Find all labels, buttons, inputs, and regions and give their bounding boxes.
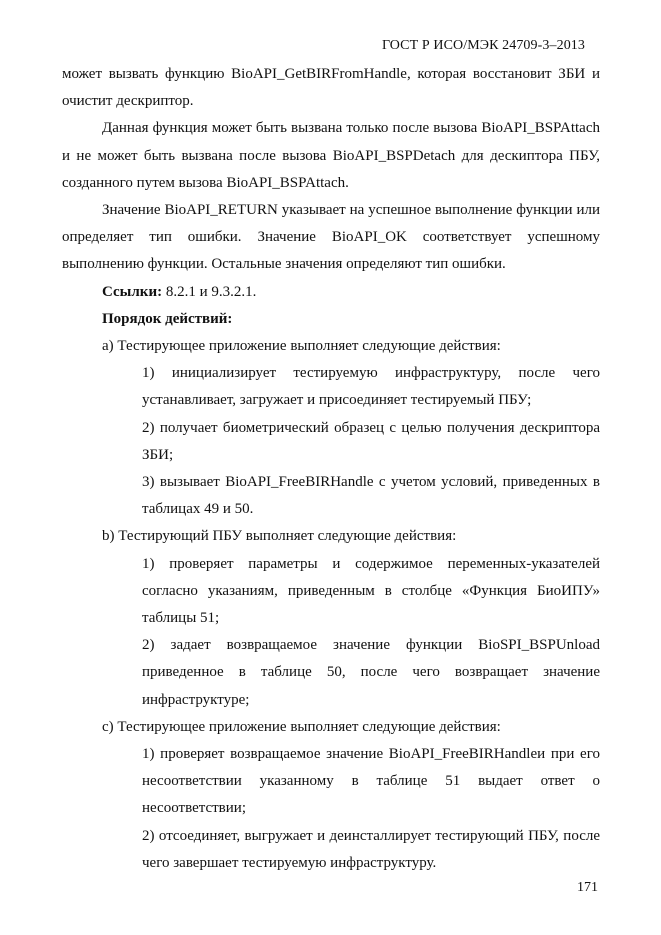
references-value: 8.2.1 и 9.3.2.1. <box>162 283 257 300</box>
step-b-item-2: 2) задает возвращаемое значение функции BioSPI_BSPUnload приведенное в таблице 50, после чего возвращает значение инфраструктуре; <box>142 637 600 708</box>
step-a-item-3: 3) вызывает BioAPI_FreeBIRHandle с учетом условий, приведенных в таблицах 49 и 50. <box>142 474 600 518</box>
step-b-heading: b) Тестирующий ПБУ выполняет следующие действия: <box>102 528 457 545</box>
step-c-heading: c) Тестирующее приложение выполняет следующие действия: <box>102 718 501 735</box>
standard-header: ГОСТ Р ИСО/МЭК 24709-3–2013 <box>381 38 585 53</box>
step-c-item-2: 2) отсоединяет, выгружает и деинсталлирует тестирующий ПБУ, после чего завершает тестируемую инфраструктуру. <box>142 827 600 871</box>
references-line <box>62 279 600 306</box>
step-a-heading: a) Тестирующее приложение выполняет следующие действия: <box>102 338 501 355</box>
page-number: 171 <box>577 880 598 895</box>
step-a-item-1: 1) инициализирует тестируемую инфраструктуру, после чего устанавливает, загружает и присоединяет тестируемый ПБУ; <box>142 365 600 409</box>
step-c-item-1: 1) проверяет возвращаемое значение BioAPI_FreeBIRHandleи при его несоответствии указанному в таблице 51 выдает ответ о несоответствии; <box>142 746 600 817</box>
paragraph-continuation: может вызвать функцию BioAPI_GetBIRFromHandle, которая восстановит ЗБИ и очистит дескриптор. <box>62 66 600 110</box>
paragraph-call-conditions: Данная функция может быть вызвана только после вызова BioAPI_BSPAttach и не может быть вызвана после вызова BioAPI_BSPDetach для дескиптора ПБУ, созданного путем вызова BioAPI_BSPAttach. <box>62 120 600 191</box>
step-b-item-1: 1) проверяет параметры и содержимое переменных-указателей согласно указаниям, приведенным в столбце «Функция БиоИПУ» таблицы 51; <box>142 555 600 627</box>
references-label: Ссылки: <box>102 283 163 300</box>
procedure-heading: Порядок действий: <box>102 310 233 327</box>
paragraph-return-value: Значение BioAPI_RETURN указывает на успешное выполнение функции или определяет тип ошибки. Значение BioAPI_OK соответствует успешному выполнению функции. Остальные значения определяют тип ошибки. <box>62 202 600 273</box>
body-text <box>62 61 600 877</box>
step-a-item-2: 2) получает биометрический образец с целью получения дескриптора ЗБИ; <box>142 419 600 463</box>
